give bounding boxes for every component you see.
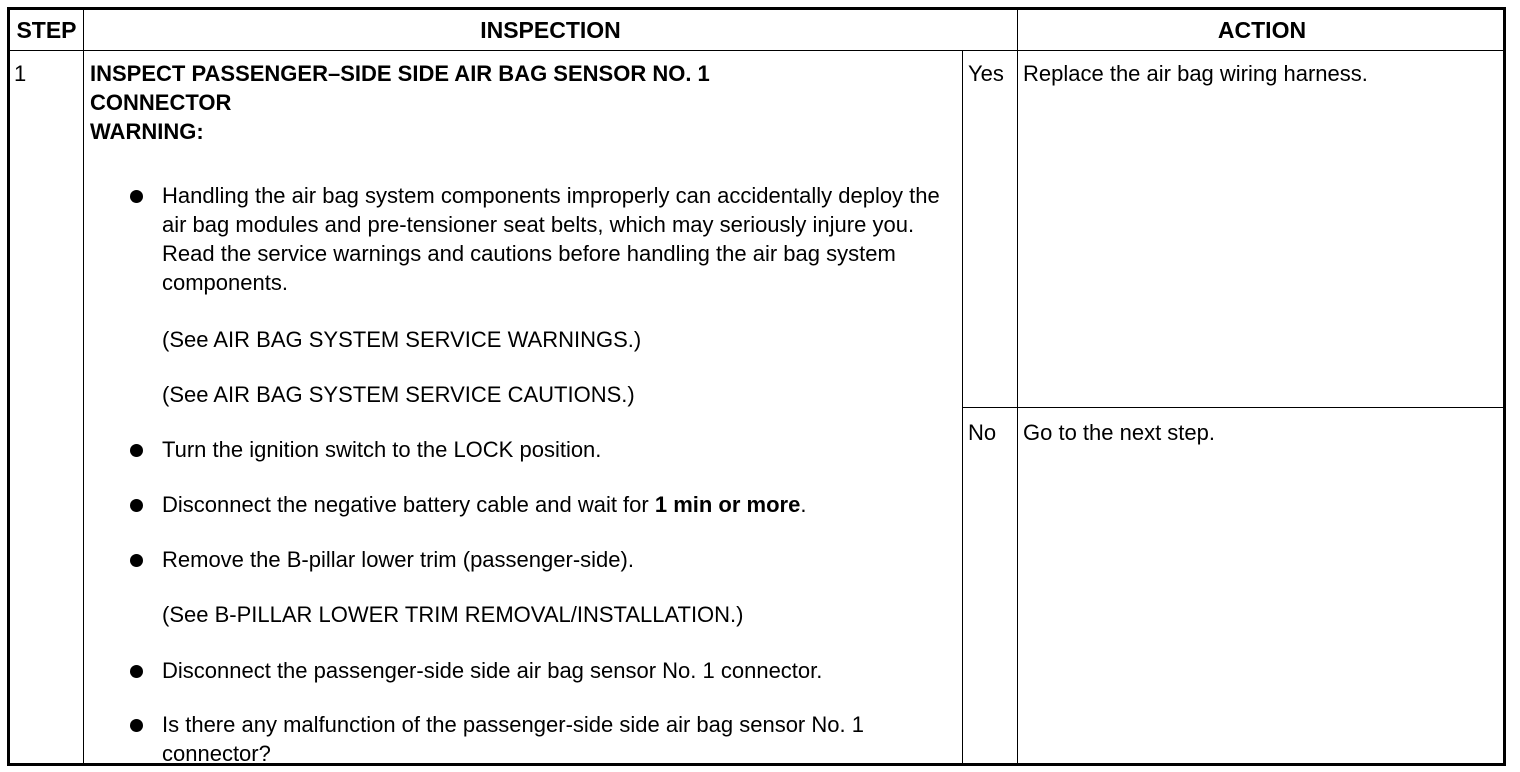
bullet-icon [130,554,143,567]
step-number: 1 [14,61,27,86]
bullet-text-5: Disconnect the passenger-side side air bag sensor No. 1 connector. [162,658,823,683]
bullet-text-6: Is there any malfunction of the passenger-side side air bag sensor No. 1 connector? [162,712,864,766]
bullet-text-4: Remove the B-pillar lower trim (passenger-side). [162,547,634,572]
answer-no-action: Go to the next step. [1023,420,1216,445]
warning-label: WARNING: [90,119,204,144]
inspection-title-line2: CONNECTOR [90,90,232,115]
inspection-table [7,7,1506,766]
answer-yes-action: Replace the air bag wiring harness. [1023,61,1368,86]
header-inspection: INSPECTION [480,17,621,43]
bullet-icon [130,719,143,732]
bullet-icon [130,499,143,512]
yes-no-divider [962,407,1503,408]
inspection-title-line1: INSPECT PASSENGER–SIDE SIDE AIR BAG SENSOR NO. 1 [90,61,710,86]
divider-step-inspection [83,10,84,763]
wait-duration: 1 min or more [654,492,801,517]
bullet-text-3-end: . [800,492,807,517]
answer-yes-label: Yes [968,61,1004,86]
bullet-icon [130,444,143,457]
header-step: STEP [16,17,77,43]
bullet-text-1: Handling the air bag system components improperly can accidentally deploy the air bag modules and pre-tensioner seat belts, which may seriously injure you. Read the service warnings and cautions before handling the air bag system components. [162,183,940,295]
bullet-text-2: Turn the ignition switch to the LOCK position. [162,437,602,462]
ref-service-warnings: (See AIR BAG SYSTEM SERVICE WARNINGS.) [162,327,642,352]
header-action: ACTION [1217,17,1307,43]
inspection-content [90,59,958,764]
bullet-icon [130,190,143,203]
bullet-icon [130,665,143,678]
ref-bpillar-trim: (See B-PILLAR LOWER TRIM REMOVAL/INSTALLATION.) [162,602,744,627]
bullet-text-3-start: Disconnect the negative battery cable and wait for [162,492,649,517]
divider-inspection-action [1017,10,1018,763]
answer-no-label: No [968,420,997,445]
bullet-text-3 [162,490,962,519]
ref-service-cautions: (See AIR BAG SYSTEM SERVICE CAUTIONS.) [162,382,635,407]
